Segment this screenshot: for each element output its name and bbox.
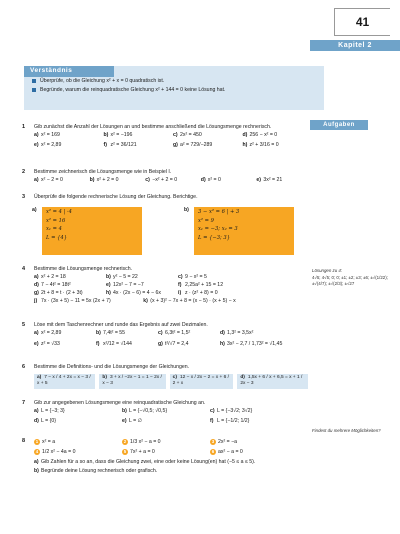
task-number: 1 — [22, 124, 26, 130]
equation-box: a) 7 − x / 4 + 2x = x − 3 / x + 5 — [34, 374, 95, 389]
side-solutions — [312, 268, 392, 287]
task-row: 4 1/2 x² − 4a = 0 5 7x² + a = 0 6 ax² − a = 0 — [35, 449, 243, 456]
circle-number-icon: 2 — [123, 439, 127, 444]
task-number: 2 — [22, 169, 26, 175]
task-2 — [22, 169, 312, 184]
task-row: a) x² + 2 = 18 b) y² − 5 = 22 c) 9 − x² = 5 — [34, 274, 207, 281]
task-number: 3 — [22, 194, 26, 200]
chapter-label: Kapitel 2 — [310, 40, 400, 51]
solutions-values: 4√5; 4√5; 0; 0; ±1; ±2; ±3; ±6; ±√(1/22); ±√(4/7); ±√(2/3); ±√27 — [312, 274, 388, 286]
task-row: a) x² = 169 b) x² = −196 c) 2x² = 450 d) 256 − x² = 0 — [34, 132, 278, 139]
task-number: 5 — [22, 322, 26, 328]
verstaendnis-item: Überprüfe, ob die Gleichung x² + x = 0 quadratisch ist. — [24, 77, 324, 86]
correction-box-a: a) x² = 4 | ·4 x² = 16 x₁ = 4 L = {4} — [42, 207, 142, 255]
task-3 — [22, 194, 312, 201]
task-row: a) x² = 2,89 b) 7,4t² = 55 c) 6,3t² = 1,5² d) 1,3² = 3,5x² — [34, 330, 254, 337]
task-row: j) 7x · (3x + 5) − 11 = 5x (2x + 7) k) (x + 3)² − 7x + 8 = (x − 5) · (x + 5) − x — [34, 298, 236, 305]
task-question: Gib zur angegebenen Lösungsmenge eine reinquadratische Gleichung an. — [34, 400, 206, 406]
task-row: g) 2t + 8 = t · (2 + 3t) h) 4x · (2x − 6) = 4 − 6x i) z · (z² + 8) = 0 — [34, 290, 218, 297]
verstaendnis-box — [24, 66, 324, 110]
correction-box-b: b) 3 − x² = 6 | + 3 x² = 9 x₁ = −3; x₂ = 3 L = {−3; 3} — [194, 207, 294, 255]
task-row: b) Begründe deine Lösung rechnerisch oder grafisch. — [34, 468, 158, 475]
task-row: e) z² = √33 f) x²/12 = √144 g) t²/√7 = 2,4 h) 3x² − 2,7 / 1,73² = √1,45 — [34, 341, 283, 348]
circle-number-icon: 6 — [211, 449, 215, 455]
task-row: a) x² − 2 = 0 b) x² + 2 = 0 c) −x² + 2 = 0 d) x² = 0 e) 3x² = 21 — [34, 177, 283, 184]
task-5 — [22, 322, 312, 348]
correction-boxes — [34, 207, 294, 257]
task-question: Bestimme die Lösungsmenge rechnerisch. — [34, 266, 133, 272]
task-1 — [22, 124, 312, 149]
task-number: 4 — [22, 266, 26, 272]
task-row: d) L = {0} e) L = ∅ f) L = {−1/2; 1/2} — [34, 418, 250, 425]
circle-number-icon: 5 — [123, 449, 127, 455]
task-question: Gib zunächst die Anzahl der Lösungen an und bestimme anschließend die Lösungsmenge rechnerisch. — [34, 124, 272, 130]
task-row: e) x² = 2,89 f) z² = 36/121 g) a² = 729/−289 h) z² + 3/16 = 0 — [34, 142, 279, 149]
page-number: 41 — [334, 8, 390, 36]
task-row — [34, 374, 312, 389]
task-row: a) Gib Zahlen für a so an, dass die Gleichung zwei, eine oder keine Lösung(en) hat (−5 ≤ a ≤ 5). — [34, 459, 256, 466]
task-question: Löse mit dem Taschenrechner und runde das Ergebnis auf zwei Dezimalen. — [34, 322, 208, 328]
task-row: 1 x² = a 2 1/3 x² − a = 0 3 2x² = −a — [35, 439, 238, 445]
equation-box: b) 3 + x / −2x − 1 = 1 − 2x / x − 3 — [99, 374, 165, 389]
task-6 — [22, 364, 312, 389]
verstaendnis-item: Begründe, warum die reinquadratische Gleichung x² + 144 = 0 keine Lösung hat. — [24, 85, 324, 94]
circle-number-icon: 3 — [211, 439, 215, 444]
task-7 — [22, 400, 312, 425]
task-question: Bestimme die Definitions- und die Lösungsmenge der Gleichungen. — [34, 364, 190, 370]
task-4 — [22, 266, 312, 305]
task-8 — [22, 438, 312, 475]
task-question: Bestimme zeichnerisch die Lösungsmenge wie in Beispiel I. — [34, 169, 172, 175]
solutions-title: Lösungen zu 4: — [312, 268, 343, 273]
task-number: 7 — [22, 400, 26, 406]
task-number: 8 — [22, 438, 26, 444]
task-row: a) L = {−3; 3} b) L = {−√0,5; √0,5} c) L = {−3√2; 3√2} — [34, 408, 253, 415]
verstaendnis-title: Verständnis — [24, 66, 114, 77]
circle-number-icon: 1 — [35, 439, 39, 444]
task-number: 6 — [22, 364, 26, 370]
task-question: Überprüfe die folgende rechnerische Lösung der Gleichung. Berichtige. — [34, 194, 198, 200]
equation-box: c) 12 − x / 2x − 2 = x + 6 / 2 + x — [170, 374, 234, 389]
equation-box: d) 1,5x + 6 / x + 6,5 = x + 1 / 2x − 3 — [237, 374, 308, 389]
side-tip: Findest du mehrere Möglichkeiten? — [312, 428, 381, 433]
square-bullet-icon — [32, 88, 36, 92]
task-row: d) 7 − 4t² = 18t² e) 12x² − 7 = −7 f) 2,25a² + 15 = 12 — [34, 282, 224, 289]
aufgaben-label: Aufgaben — [310, 120, 368, 130]
square-bullet-icon — [32, 79, 36, 83]
circle-number-icon: 4 — [35, 449, 39, 455]
